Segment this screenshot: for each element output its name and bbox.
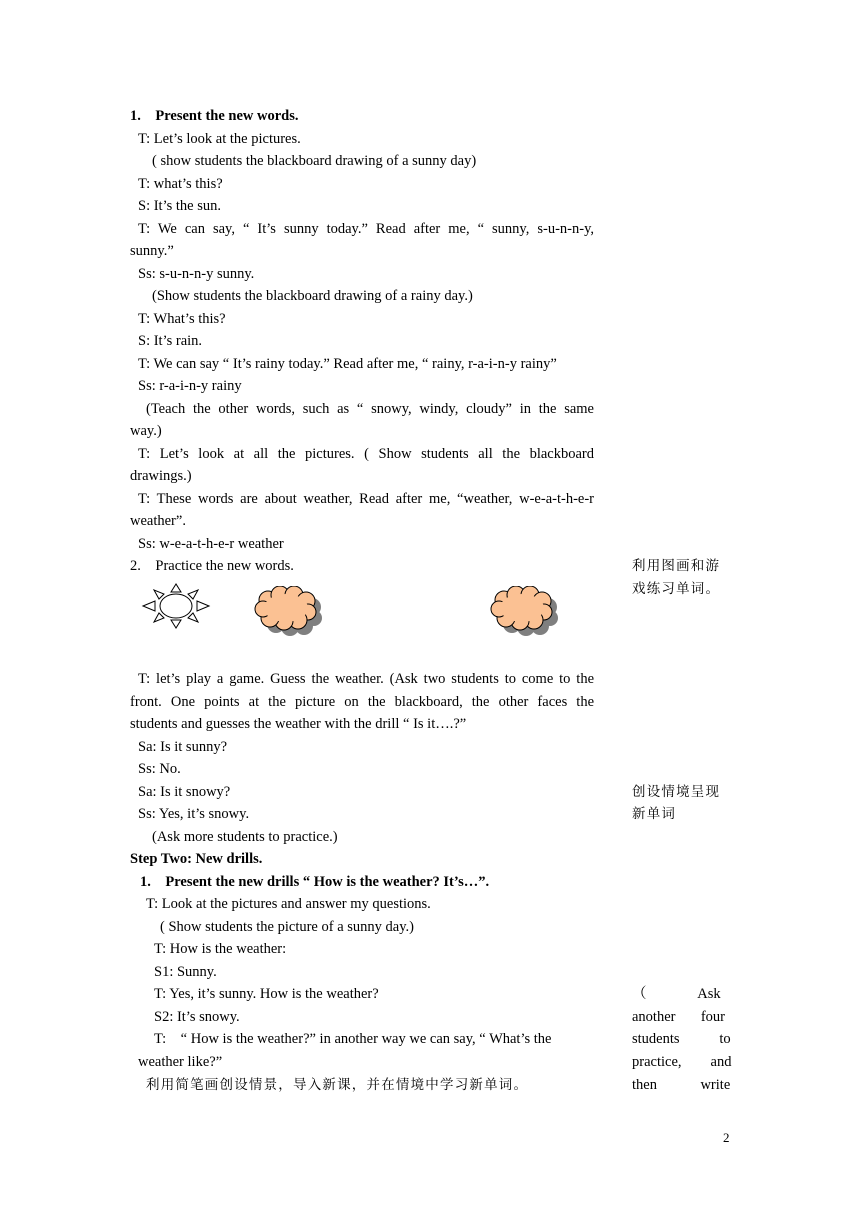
text-line: T: We can say, “ It’s sunny today.” Read after me, “ sunny, s-u-n-n-y, [138,221,594,237]
text-line: T: What’s this? [138,311,226,327]
text-line: T: what’s this? [138,176,223,192]
side-note: 戏练习单词。 [632,581,721,597]
text-line: ( Show students the picture of a sunny day.) [160,919,414,935]
text-line: S2: It’s snowy. [154,1009,240,1025]
text-line: Sa: Is it snowy? [138,784,231,800]
text-line: T: We can say “ It’s rainy today.” Read after me, “ rainy, r-a-i-n-y rainy” [138,356,557,372]
text-line: way.) [130,423,162,439]
text-line: sunny.” [130,243,174,259]
sun-icon [140,582,212,630]
text-line: Ss: s-u-n-n-y sunny. [138,266,255,282]
side-note: 新单词 [632,806,677,822]
text-line: Ss: w-e-a-t-h-e-r weather [138,536,284,552]
text-line: S: It’s rain. [138,333,203,349]
text-line: T: Yes, it’s sunny. How is the weather? [154,986,379,1002]
text-line: weather like?” [138,1054,223,1070]
text-line: T: These words are about weather, Read after me, “weather, w-e-a-t-h-e-r [138,491,594,507]
page-number: 2 [723,1130,730,1145]
text-line: Ss: r-a-i-n-y rainy [138,378,242,394]
heading-practice-new-words: 2. Practice the new words. [130,558,294,574]
side-note: students to [632,1031,731,1047]
text-line: Ss: No. [138,761,181,777]
text-line: (Show students the blackboard drawing of a rainy day.) [152,288,473,304]
text-line: T: Look at the pictures and answer my questions. [146,896,431,912]
text-line: T: “ How is the weather?” in another way we can say, “ What’s the [154,1031,552,1047]
cloud-icon [490,586,570,638]
text-line: Sa: Is it sunny? [138,739,228,755]
text-line: students and guesses the weather with the drill “ Is it….?” [130,716,467,732]
text-line: front. One points at the picture on the blackboard, the other faces the [130,694,594,710]
text-line: ( show students the blackboard drawing of a sunny day) [152,153,477,169]
heading-step-two: Step Two: New drills. [130,851,263,867]
text-line: T: let’s play a game. Guess the weather. (Ask two students to come to the [138,671,594,687]
cloud-icon [254,586,334,638]
side-note: another four [632,1009,726,1025]
text-line: S1: Sunny. [154,964,217,980]
text-line: drawings.) [130,468,192,484]
text-line: S: It’s the sun. [138,198,221,214]
text-line: Ss: Yes, it’s snowy. [138,806,250,822]
side-note: practice, and [632,1054,732,1070]
chinese-summary-note: 利用简笔画创设情景，导入新课，并在情境中学习新单词。 [146,1077,529,1093]
text-line: T: How is the weather: [154,941,287,957]
text-line: weather”. [130,513,186,529]
heading-present-new-drills: 1. Present the new drills “ How is the weather? It’s…”. [140,874,490,890]
side-note: then write [632,1077,731,1093]
text-line: (Teach the other words, such as “ snowy, windy, cloudy” in the same [146,401,594,417]
side-note: 创设情境呈现 [632,784,721,800]
text-line: T: Let’s look at all the pictures. ( Show students all the blackboard [138,446,594,462]
text-line: T: Let’s look at the pictures. [138,131,301,147]
side-note: 利用图画和游 [632,558,721,574]
text-line: (Ask more students to practice.) [152,829,338,845]
side-note: （ Ask [632,986,721,1002]
heading-present-new-words: 1. Present the new words. [130,108,299,124]
